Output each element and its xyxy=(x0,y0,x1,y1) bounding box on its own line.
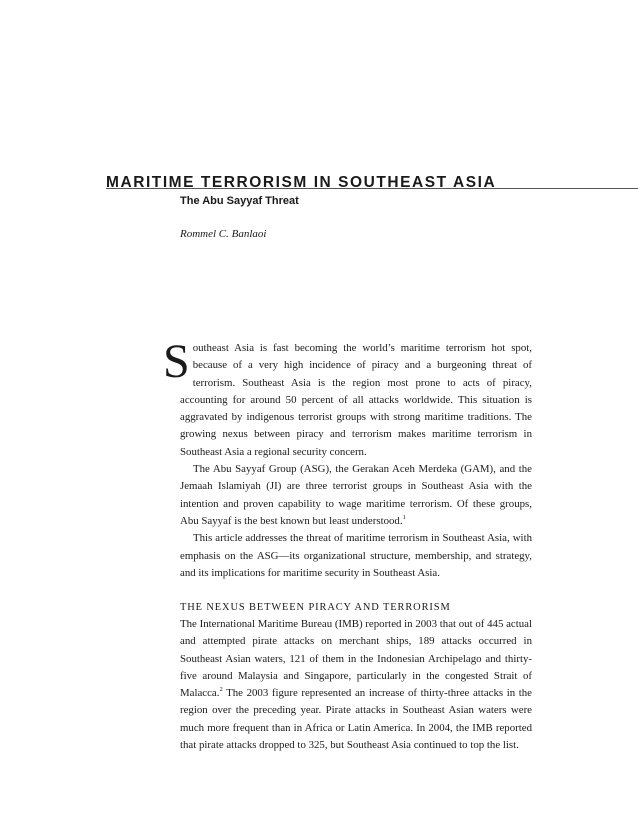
footnote-ref-1[interactable]: 1 xyxy=(402,513,406,521)
article-subtitle: The Abu Sayyaf Threat xyxy=(180,195,299,207)
paragraph-2 xyxy=(180,461,532,530)
paragraph-4-text-a: The International Maritime Bureau (IMB) reported in 2003 that out of 445 actual and attempted pirate attacks on merchant ships, 189 attacks occurred in Southeast Asian waters, 121 of them in the Indonesian Archipelago and thirty-five around Malaysia and Singapore, particularly in the congested Strait of Malacca. xyxy=(180,617,532,700)
drop-cap: S xyxy=(163,335,190,388)
paragraph-2-text: The Abu Sayyaf Group (ASG), the Gerakan Aceh Merdeka (GAM), and the Jemaah Islamiyah (JI) are three terrorist groups in Southeast Asia with the intention and proven capability to wage maritime terrorism. Of these groups, Abu Sayyaf is the best known but least understood. xyxy=(180,463,532,527)
article-body xyxy=(163,335,532,754)
paragraph-4 xyxy=(180,616,532,754)
paragraph-3: This article addresses the threat of maritime terrorism in Southeast Asia, with emphasis on the ASG—its organizational structure, membership, and strategy, and its implications for maritime security in Southeast Asia. xyxy=(180,532,532,579)
paragraph-1-text: outheast Asia is fast becoming the world’s maritime terrorism hot spot, because of a very high incidence of piracy and a burgeoning threat of terrorism. Southeast Asia is the region most prone to acts of piracy, accounting for around 50 percent of all attacks worldwide. This situation is aggravated by indigenous terrorist groups with strong maritime traditions. The growing nexus between piracy and terrorism makes maritime terrorism in Southeast Asia a regional security concern. xyxy=(180,342,532,458)
title-rule xyxy=(106,188,638,189)
author-name: Rommel C. Banlaoi xyxy=(180,228,267,240)
paragraph-1 xyxy=(163,335,532,461)
section-heading: THE NEXUS BETWEEN PIRACY AND TERRORISM xyxy=(180,601,451,613)
paragraph-4-text-b: The 2003 figure represented an increase of thirty-three attacks in the region over the preceding year. Pirate attacks in Southeast Asian waters were much more frequent than in Africa or Latin America. In 2004, the IMB reported that pirate attacks dropped to 325, but Southeast Asia continued to top the list. xyxy=(180,687,532,752)
footnote-ref-2[interactable]: 2 xyxy=(219,686,223,694)
article-title: MARITIME TERRORISM IN SOUTHEAST ASIA xyxy=(106,174,497,191)
